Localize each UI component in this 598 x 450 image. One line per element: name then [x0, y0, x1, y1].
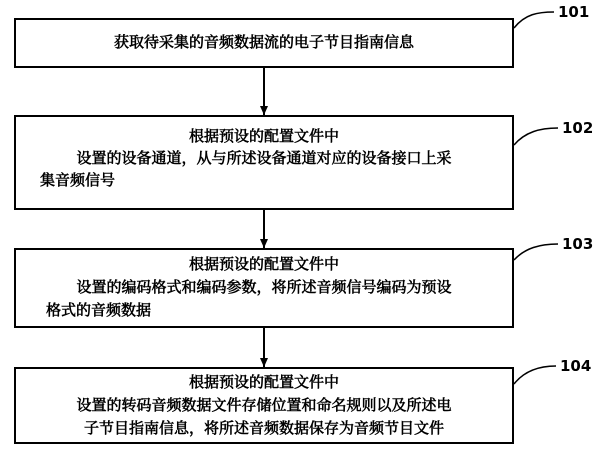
step-box-102 [14, 115, 514, 210]
leader-102 [514, 128, 558, 145]
step-103-line-1: 根据预设的配置文件中 [188, 255, 339, 273]
step-102-line-2: 设置的设备通道，从与所述设备通道对应的设备接口上采 [76, 149, 452, 167]
step-box-104 [14, 367, 514, 444]
step-box-101 [14, 18, 514, 68]
step-box-103 [14, 248, 514, 328]
leader-103 [514, 244, 558, 260]
leader-104 [514, 366, 556, 384]
step-103-line-2: 设置的编码格式和编码参数，将所述音频信号编码为预设 [76, 278, 452, 296]
step-104-line-1: 根据预设的配置文件中 [188, 373, 339, 391]
leader-101 [514, 12, 554, 28]
step-101-line-1: 获取待采集的音频数据流的电子节目指南信息 [113, 33, 414, 51]
step-102-line-1: 根据预设的配置文件中 [188, 127, 339, 145]
step-number-102: 102 [562, 119, 594, 137]
step-104-line-3: 子节目指南信息，将所述音频数据保存为音频节目文件 [83, 419, 444, 437]
step-number-104: 104 [560, 357, 592, 375]
step-102-line-3: 集音频信号 [40, 171, 116, 189]
step-104-line-2: 设置的转码音频数据文件存储位置和命名规则以及所述电 [76, 396, 452, 414]
step-number-103: 103 [562, 235, 594, 253]
step-number-101: 101 [558, 3, 590, 21]
step-103-line-3: 格式的音频数据 [46, 301, 152, 319]
